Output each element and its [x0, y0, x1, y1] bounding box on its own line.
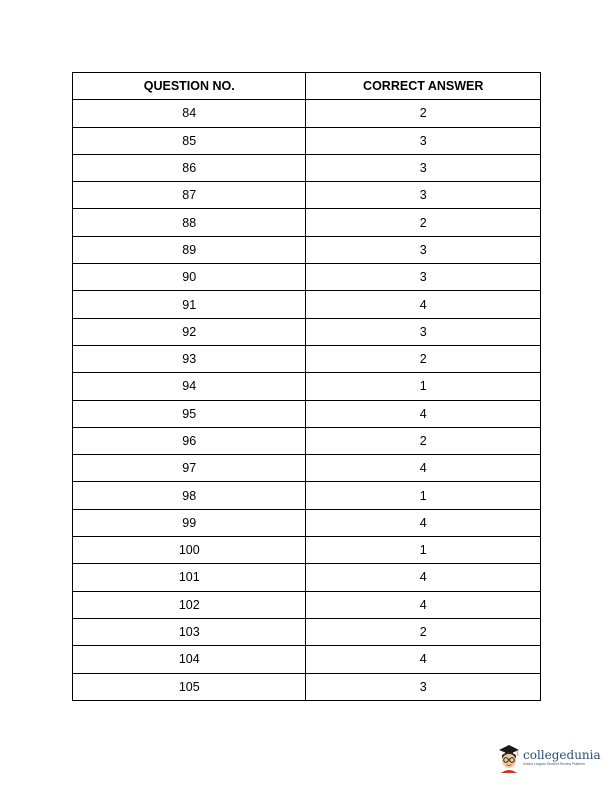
- table-row: [73, 427, 541, 454]
- question-number-cell: 89: [73, 236, 306, 263]
- correct-answer-cell: 3: [306, 318, 541, 345]
- answer-key-table: [72, 72, 541, 701]
- correct-answer-cell: 2: [306, 427, 541, 454]
- header-correct-answer: CORRECT ANSWER: [306, 73, 541, 100]
- table-row: [73, 482, 541, 509]
- question-number-cell: 104: [73, 646, 306, 673]
- question-number-cell: 102: [73, 591, 306, 618]
- correct-answer-cell: 3: [306, 673, 541, 700]
- correct-answer-cell: 3: [306, 236, 541, 263]
- table-row: [73, 564, 541, 591]
- question-number-cell: 98: [73, 482, 306, 509]
- correct-answer-cell: 4: [306, 291, 541, 318]
- correct-answer-cell: 2: [306, 618, 541, 645]
- table-row: [73, 291, 541, 318]
- graduate-mascot-icon: [497, 742, 521, 774]
- table-row: [73, 646, 541, 673]
- question-number-cell: 97: [73, 455, 306, 482]
- correct-answer-cell: 2: [306, 100, 541, 127]
- correct-answer-cell: 1: [306, 373, 541, 400]
- question-number-cell: 86: [73, 154, 306, 181]
- header-question-no: QUESTION NO.: [73, 73, 306, 100]
- question-number-cell: 87: [73, 182, 306, 209]
- correct-answer-cell: 4: [306, 509, 541, 536]
- table-row: [73, 455, 541, 482]
- table-row: [73, 182, 541, 209]
- correct-answer-cell: 3: [306, 154, 541, 181]
- logo-text: [523, 749, 601, 767]
- correct-answer-cell: 2: [306, 209, 541, 236]
- correct-answer-cell: 4: [306, 455, 541, 482]
- table-header-row: [73, 73, 541, 100]
- logo-name: collegedunia: [523, 748, 601, 762]
- correct-answer-cell: 3: [306, 127, 541, 154]
- table-row: [73, 618, 541, 645]
- question-number-cell: 105: [73, 673, 306, 700]
- table-row: [73, 591, 541, 618]
- correct-answer-cell: 3: [306, 264, 541, 291]
- table-row: [73, 100, 541, 127]
- question-number-cell: 92: [73, 318, 306, 345]
- correct-answer-cell: 4: [306, 646, 541, 673]
- question-number-cell: 91: [73, 291, 306, 318]
- correct-answer-cell: 4: [306, 591, 541, 618]
- collegedunia-logo: [497, 738, 612, 778]
- table-row: [73, 400, 541, 427]
- table-row: [73, 127, 541, 154]
- table-row: [73, 373, 541, 400]
- question-number-cell: 85: [73, 127, 306, 154]
- table-row: [73, 236, 541, 263]
- table-row: [73, 537, 541, 564]
- table-body: [73, 100, 541, 701]
- table-row: [73, 673, 541, 700]
- correct-answer-cell: 1: [306, 482, 541, 509]
- table-row: [73, 264, 541, 291]
- question-number-cell: 94: [73, 373, 306, 400]
- table-row: [73, 209, 541, 236]
- logo-tagline: India's Largest Student Review Platform: [523, 762, 586, 766]
- table-row: [73, 345, 541, 372]
- question-number-cell: 103: [73, 618, 306, 645]
- table-row: [73, 154, 541, 181]
- question-number-cell: 88: [73, 209, 306, 236]
- question-number-cell: 100: [73, 537, 306, 564]
- table-row: [73, 318, 541, 345]
- correct-answer-cell: 3: [306, 182, 541, 209]
- correct-answer-cell: 1: [306, 537, 541, 564]
- question-number-cell: 96: [73, 427, 306, 454]
- question-number-cell: 93: [73, 345, 306, 372]
- question-number-cell: 84: [73, 100, 306, 127]
- correct-answer-cell: 4: [306, 400, 541, 427]
- question-number-cell: 90: [73, 264, 306, 291]
- question-number-cell: 101: [73, 564, 306, 591]
- question-number-cell: 99: [73, 509, 306, 536]
- correct-answer-cell: 2: [306, 345, 541, 372]
- question-number-cell: 95: [73, 400, 306, 427]
- table-row: [73, 509, 541, 536]
- correct-answer-cell: 4: [306, 564, 541, 591]
